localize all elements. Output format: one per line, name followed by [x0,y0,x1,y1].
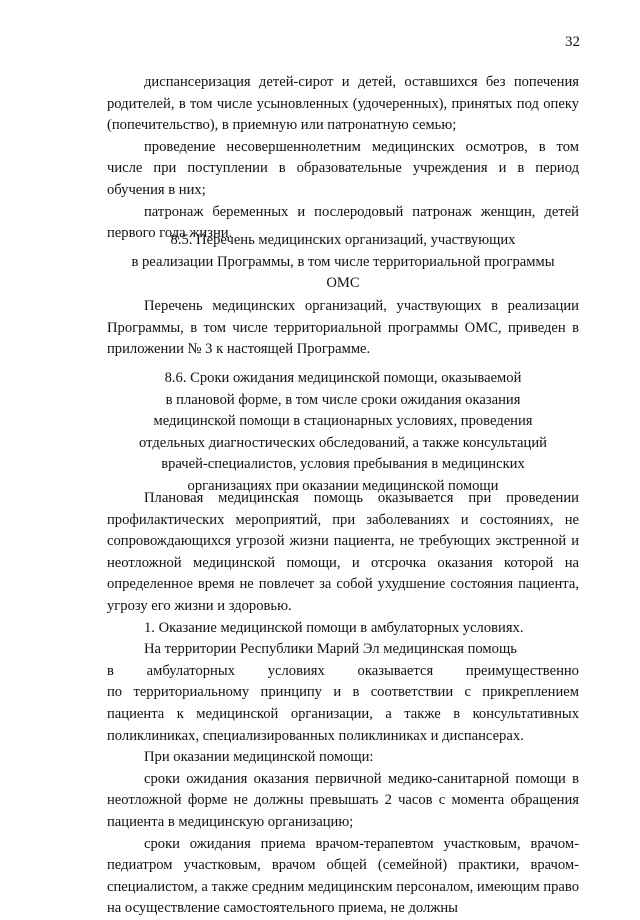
block-planned-care [107,488,579,920]
word: в [107,662,114,679]
heading-line: 8.6. Сроки ожидания медицинской помощи, оказываемой [164,370,522,386]
heading-line: 8.5. Перечень медицинских организаций, участвующих [170,232,516,248]
paragraph: 1. Оказание медицинской помощи в амбулаторных условиях. [144,619,524,636]
block-organizations [107,296,579,361]
paragraph: проведение несовершеннолетним медицинских осмотров, в том числе при поступлении в образовательные учреждения и в период обучения в них; [107,138,579,198]
block-screening [107,72,579,245]
page-number: 32 [565,34,580,50]
spaced-line [107,661,579,683]
word: оказывается [357,662,434,679]
heading-line: в реализации Программы, в том числе территориальной программы [131,253,555,270]
heading-line: в плановой форме, в том числе сроки ожидания оказания [165,391,521,408]
section-heading-8-6 [107,368,579,498]
paragraph: На территории Республики Марий Эл медицинская помощь [144,641,517,658]
heading-line: ОМС [326,275,360,292]
paragraph: Перечень медицинских организаций, участвующих в реализации Программы, в том числе территориальной программы ОМС, приведен в приложении № 3 к настоящей Программе. [107,298,579,358]
heading-line: врачей-специалистов, условия пребывания в медицинских [161,456,525,473]
word: амбулаторных [146,662,235,679]
section-heading-8-5 [107,230,579,295]
paragraph: по территориальному принципу и в соответствии с прикреплением пациента к медицинской организации, а также в консультативных поликлиниках, специализированных поликлиниках и диспансерах. [107,684,579,744]
paragraph: сроки ожидания приема врачом-терапевтом участковым, врачом-педиатром участковым, врачом общей (семейной) практики, врачом-специалистом, а также средним медицинским персоналом, имеющим право на осуществление самостоятельного приема, не должны [107,835,579,917]
heading-line: организациях при оказании медицинской помощи [187,477,499,494]
word: условиях [267,662,325,679]
paragraph: Плановая медицинская помощь оказывается при проведении профилактических мероприятий, при заболеваниях и состояниях, не сопровождающихся угрозой жизни пациента, не требующих экстренной и неотложной медицинской помощи, и отсрочка оказания которой на определенное время не повлечет за собой ухудшение состояния пациента, угрозу его жизни и здоровью. [107,490,579,614]
paragraph: При оказании медицинской помощи: [144,749,374,766]
heading-line: медицинской помощи в стационарных условиях, проведения [153,413,533,430]
paragraph: патронаж беременных и послеродовый патронаж женщин, детей первого года жизни. [107,203,579,242]
paragraph: диспансеризация детей-сирот и детей, оставшихся без попечения родителей, в том числе усыновленных (удочеренных), принятых под опеку (попечительство), в приемную или патронатную семью; [107,74,579,134]
word: преимущественно [465,662,579,679]
paragraph: сроки ожидания оказания первичной медико-санитарной помощи в неотложной форме не должны превышать 2 часов с момента обращения пациента в медицинскую организацию; [107,770,579,830]
heading-line: отдельных диагностических обследований, а также консультаций [139,434,547,451]
